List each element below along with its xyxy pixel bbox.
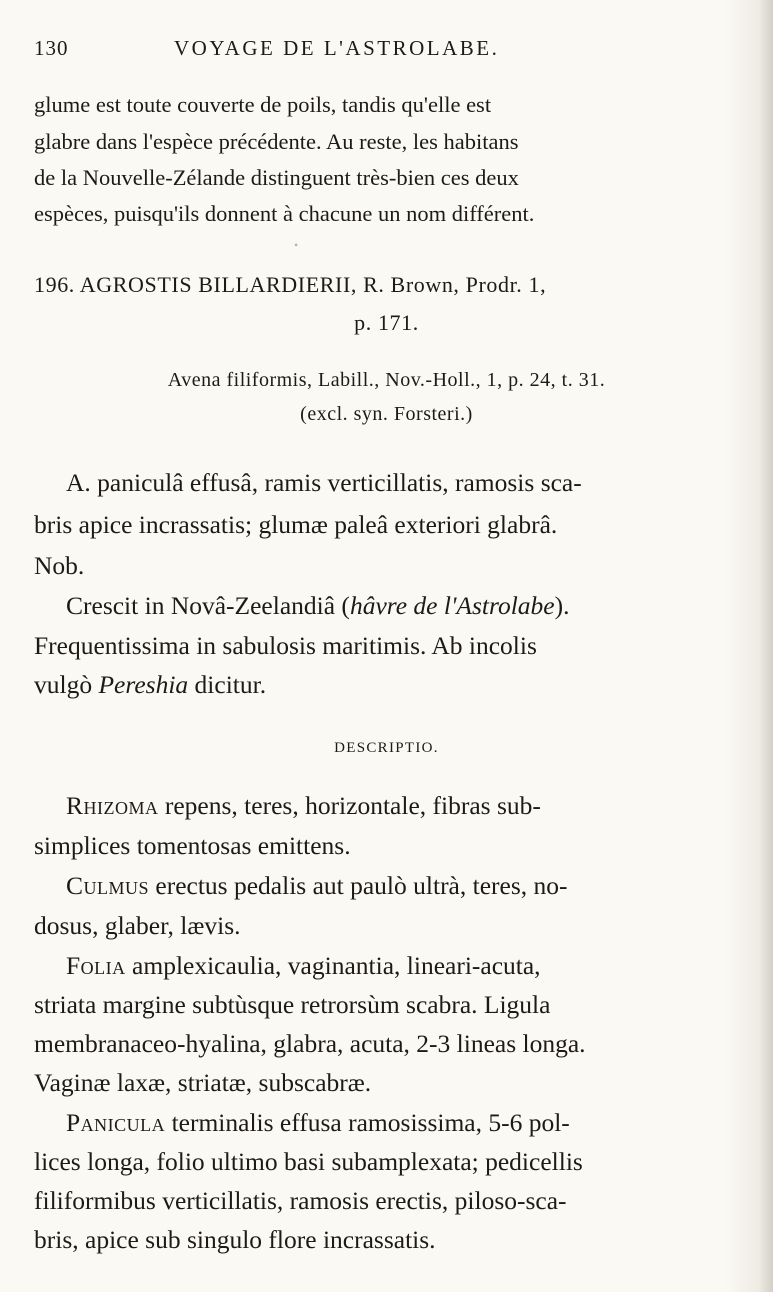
description-line: striata margine subtùsque retrorsùm scabra. Ligula: [34, 990, 551, 1019]
synonym-line: Avena filiformis, Labill., Nov.-Holl., 1, p. 24, t. 31.: [167, 369, 606, 391]
description-line: [66, 871, 568, 901]
diagnosis-line: A. paniculâ effusâ, ramis verticillatis, ramosis sca-: [66, 468, 582, 497]
description-text: repens, teres, horizontale, fibras sub-: [158, 791, 541, 820]
habitat-line: [34, 670, 266, 700]
ink-speck: •: [294, 238, 299, 252]
diagnosis-line: bris apice incrassatis; glumæ paleâ exteriori glabrâ.: [34, 510, 558, 539]
habitat-text: Crescit in Novâ-Zeelandiâ (: [66, 591, 350, 620]
description-text: terminalis effusa ramosissima, 5-6 pol-: [165, 1108, 570, 1137]
page-number: 130: [34, 36, 69, 60]
running-title: VOYAGE DE L'ASTROLABE.: [174, 36, 500, 60]
vernacular-name: Pereshia: [98, 670, 189, 699]
description-line: [66, 951, 541, 981]
organ-term: Panicula: [66, 1108, 166, 1137]
page-edge-shadow: [725, 0, 773, 1292]
section-heading: DESCRIPTIO.: [334, 740, 439, 756]
description-line: simplices tomentosas emittens.: [34, 831, 351, 860]
description-text: amplexicaulia, vaginantia, lineari-acuta,: [125, 951, 541, 980]
organ-term: Culmus: [66, 871, 150, 900]
description-line: bris, apice sub singulo flore incrassatis.: [34, 1225, 436, 1254]
description-line: dosus, glaber, lævis.: [34, 911, 241, 940]
species-entry-line: p. 171.: [354, 310, 419, 335]
description-text: erectus pedalis aut paulò ultrà, teres, no-: [149, 871, 568, 900]
intro-line: glume est toute couverte de poils, tandis qu'elle est: [34, 92, 492, 117]
description-line: filiformibus verticillatis, ramosis erectis, piloso-sca-: [34, 1186, 567, 1215]
intro-line: espèces, puisqu'ils donnent à chacune un nom différent.: [34, 201, 535, 226]
habitat-text: vulgò: [34, 670, 99, 699]
description-line: Vaginæ laxæ, striatæ, subscabræ.: [34, 1068, 372, 1097]
synonym-line: (excl. syn. Forsteri.): [300, 403, 473, 425]
intro-line: glabre dans l'espèce précédente. Au reste, les habitans: [34, 129, 519, 154]
habitat-line: [66, 591, 570, 621]
habitat-text: dicitur.: [188, 670, 267, 699]
description-line: lices longa, folio ultimo basi subamplexata; pedicellis: [34, 1147, 583, 1176]
intro-line: de la Nouvelle-Zélande distinguent très-bien ces deux: [34, 165, 519, 190]
organ-term: Rhizoma: [66, 791, 159, 820]
organ-term: Folia: [66, 951, 126, 980]
habitat-line: Frequentissima in sabulosis maritimis. Ab incolis: [34, 631, 537, 660]
page-header: [34, 36, 714, 66]
description-line: [66, 1108, 570, 1138]
diagnosis-line: Nob.: [34, 551, 85, 580]
description-line: [66, 791, 541, 821]
habitat-locality: hâvre de l'Astrolabe: [349, 591, 555, 620]
description-line: membranaceo-hyalina, glabra, acuta, 2-3 lineas longa.: [34, 1029, 586, 1058]
species-entry-line: 196. AGROSTIS BILLARDIERII, R. Brown, Prodr. 1,: [34, 272, 547, 297]
habitat-text: ).: [554, 591, 570, 620]
